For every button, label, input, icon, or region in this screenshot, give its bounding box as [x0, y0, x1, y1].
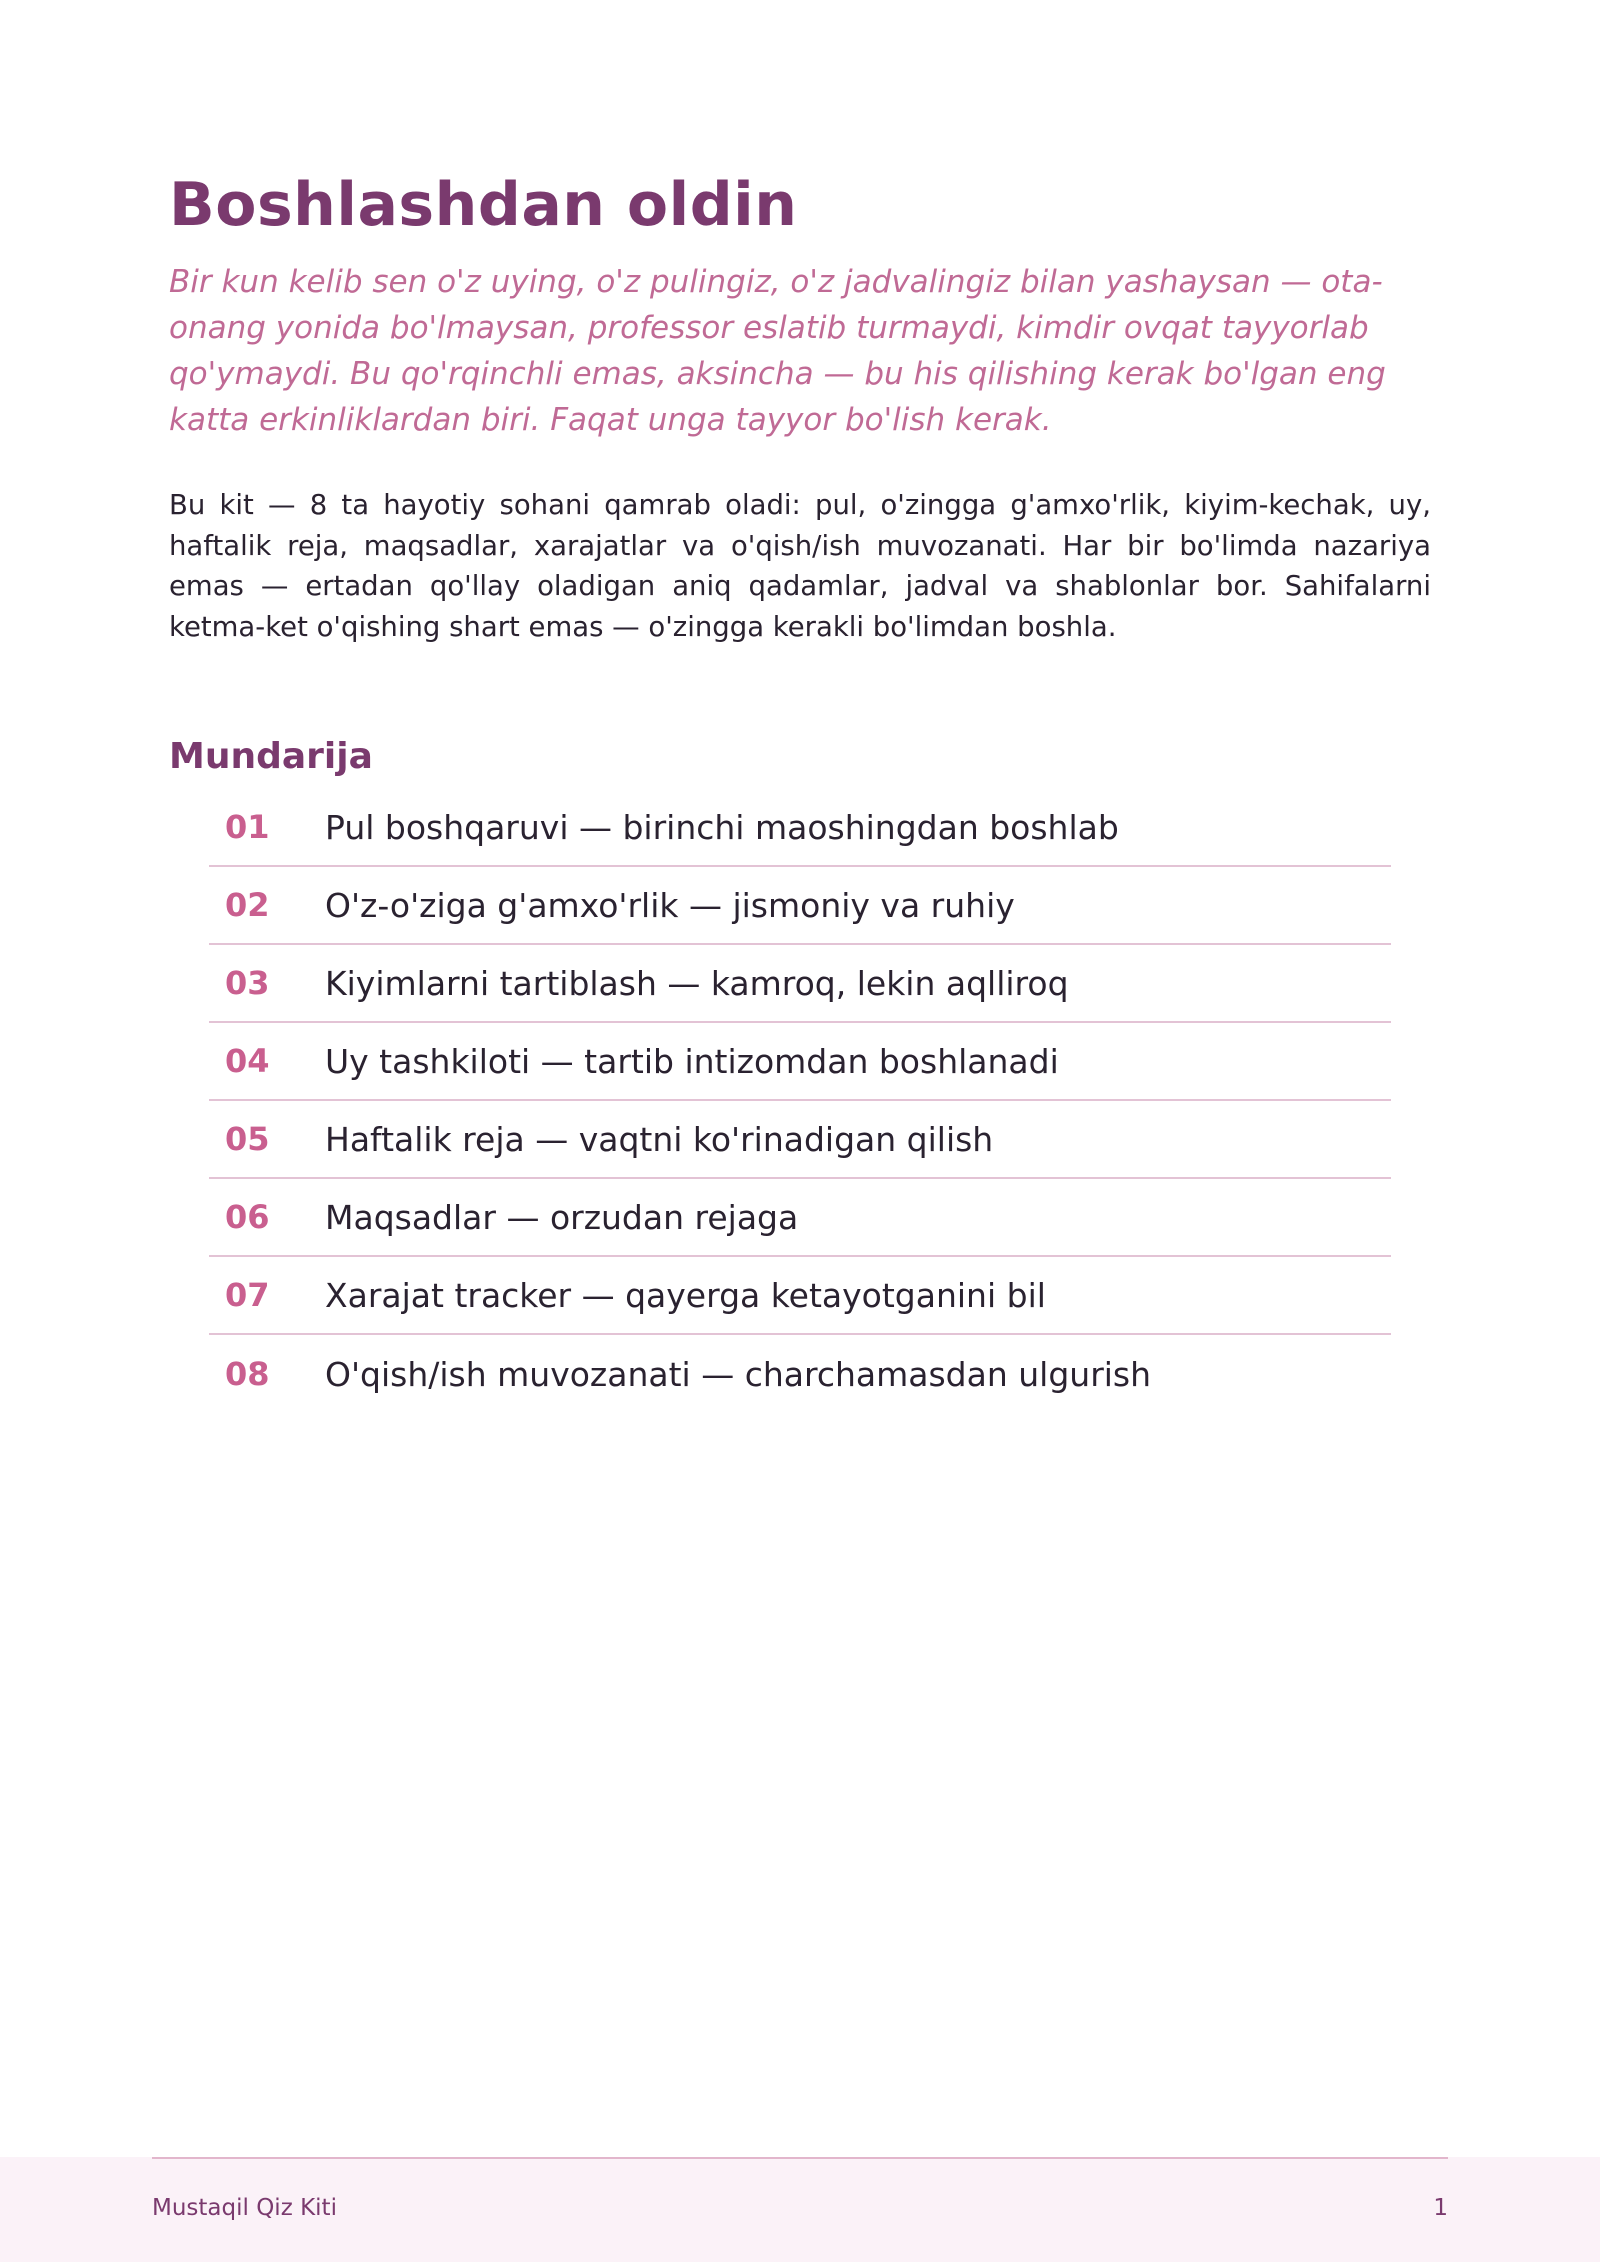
- toc-item-label: Pul boshqaruvi — birinchi maoshingdan boshlab: [325, 807, 1119, 847]
- toc-item-number: 01: [225, 808, 270, 846]
- intro-paragraph: Bu kit — 8 ta hayotiy sohani qamrab oladi: pul, o'zingga g'amxo'rlik, kiyim-kechak, uy, haftalik reja, maqsadlar, xarajatlar va o'qish/ish muvozanati. Har bir bo'limda nazariya emas — ertadan qo'llay oladigan aniq qadamlar, jadval va shablonlar bor. Sahifalarni ketma-ket o'qishing shart emas — o'zingga kerakli bo'limdan boshla.: [169, 489, 1431, 643]
- toc-item[interactable]: [209, 1335, 1391, 1413]
- toc-item[interactable]: [209, 1101, 1391, 1179]
- toc-item-label: O'z-o'ziga g'amxo'rlik — jismoniy va ruhiy: [325, 885, 1015, 925]
- toc-item-label: Uy tashkiloti — tartib intizomdan boshlanadi: [325, 1041, 1059, 1081]
- toc-item-number: 08: [225, 1355, 270, 1393]
- footer-divider: [152, 2157, 1448, 2159]
- toc-item[interactable]: [209, 1023, 1391, 1101]
- toc-heading: Mundarija: [169, 736, 373, 777]
- toc-item-label: O'qish/ish muvozanati — charchamasdan ulgurish: [325, 1354, 1152, 1394]
- toc-item[interactable]: [209, 945, 1391, 1023]
- footer-page-number: 1: [1433, 2195, 1448, 2221]
- table-of-contents: [209, 789, 1391, 1413]
- toc-item[interactable]: [209, 789, 1391, 867]
- toc-item[interactable]: [209, 867, 1391, 945]
- toc-item-number: 03: [225, 964, 270, 1002]
- toc-item-number: 07: [225, 1276, 270, 1314]
- toc-item[interactable]: [209, 1179, 1391, 1257]
- toc-item-number: 04: [225, 1042, 270, 1080]
- toc-item-label: Maqsadlar — orzudan rejaga: [325, 1197, 799, 1237]
- page-title: Boshlashdan oldin: [169, 170, 798, 240]
- footer-kit-name: Mustaqil Qiz Kiti: [152, 2195, 337, 2221]
- toc-item-number: 06: [225, 1198, 270, 1236]
- toc-item-number: 02: [225, 886, 270, 924]
- toc-item-number: 05: [225, 1120, 270, 1158]
- toc-item-label: Kiyimlarni tartiblash — kamroq, lekin aqlliroq: [325, 963, 1069, 1003]
- toc-item-label: Xarajat tracker — qayerga ketayotganini bil: [325, 1275, 1046, 1315]
- page-content: [169, 165, 1431, 1413]
- toc-item[interactable]: [209, 1257, 1391, 1335]
- lead-paragraph: Bir kun kelib sen o'z uying, o'z pulingiz, o'z jadvalingiz bilan yashaysan — ota-onang yonida bo'lmaysan, professor eslatib turmaydi, kimdir ovqat tayyorlab qo'ymaydi. Bu qo'rqinchli emas, aksincha — bu his qilishing kerak bo'lgan eng katta erkinliklardan biri. Faqat unga tayyor bo'lish kerak.: [169, 264, 1386, 438]
- toc-item-label: Haftalik reja — vaqtni ko'rinadigan qilish: [325, 1119, 994, 1159]
